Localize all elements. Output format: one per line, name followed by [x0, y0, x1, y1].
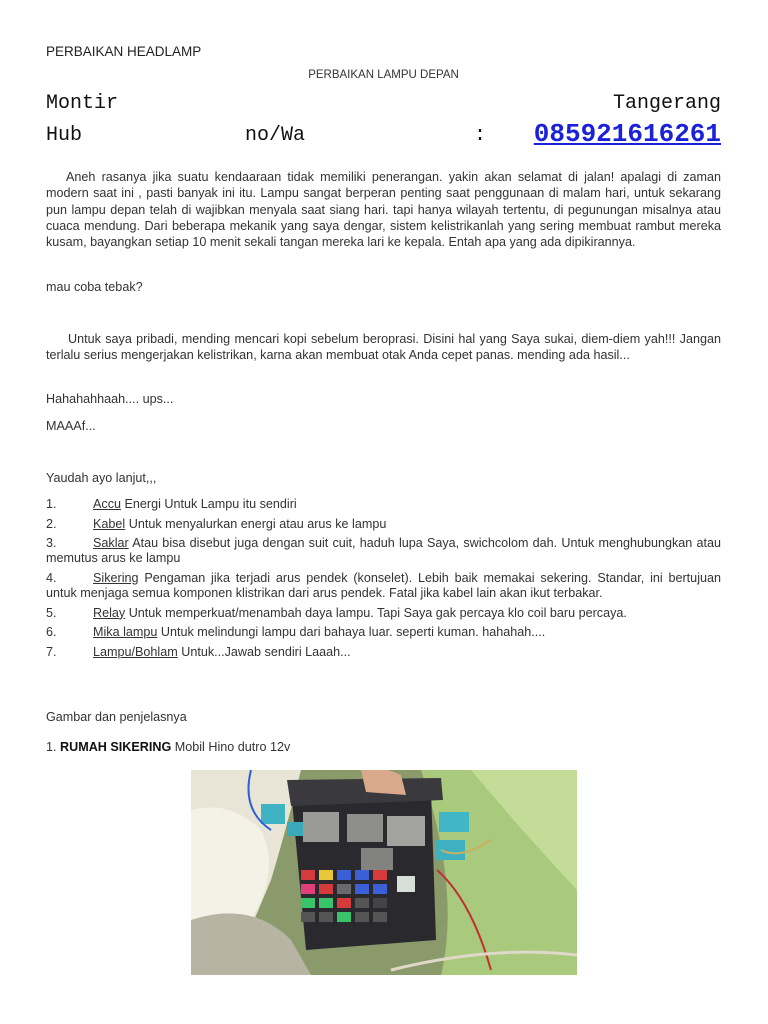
list-term: Saklar: [93, 536, 129, 551]
document-title: PERBAIKAN HEADLAMP: [46, 44, 202, 59]
colon-separator: :: [474, 124, 487, 147]
continue-line: Yaudah ayo lanjut,,,: [46, 471, 157, 485]
section-heading: Gambar dan penjelasnya: [46, 710, 187, 724]
list-item: 3. Saklar Atau bisa disebut juga dengan suit cuit, haduh lupa Saya, swichcolom dah. Untuk menghubungkan atau memutus arus ke lampu: [46, 536, 721, 566]
second-paragraph: Untuk saya pribadi, mending mencari kopi sebelum beroprasi. Disini hal yang Saya sukai, diem-diem yah!!! Jangan terlalu serius mengerjakan kelistrikan, karna akan membuat otak Anda cepet panas. mending ada hasil...: [46, 332, 721, 363]
list-item: 6. Mika lampu Untuk melindungi lampu dari bahaya luar. seperti kuman. hahahah....: [46, 625, 546, 640]
list-term: Lampu/Bohlam: [93, 644, 178, 659]
contact-line-1: [46, 92, 721, 115]
document-subtitle: PERBAIKAN LAMPU DEPAN: [308, 69, 459, 81]
list-item: 1. Accu Energi Untuk Lampu itu sendiri: [46, 497, 297, 511]
nowa-label: no/Wa: [245, 124, 306, 147]
montir-label: Montir: [46, 92, 119, 115]
figure-caption: 1. RUMAH SIKERING Mobil Hino dutro 12v: [46, 740, 291, 754]
apology-line: MAAAf...: [46, 419, 96, 433]
list-term: Sikering: [93, 570, 139, 585]
list-item: 4. Sikering Pengaman jika terjadi arus pendek (konselet). Lebih baik memakai sekering. Standar, ini bertujuan untuk menjaga semua komponen klistrikan dari arus pendek. Fatal jika kabel lain akan ikut terbakar.: [46, 570, 721, 601]
intro-paragraph: Aneh rasanya jika suatu kendaaraan tidak memiliki penerangan. yakin akan selamat di jalan! apalagi di zaman modern saat ini , pasti banyak ini itu. Lampu sangat berperan penting saat penggunaan di malam hari, untuk sekarang pun lampu depan telah di wajibkan menyala saat siang hari. tapi hanya wilayah tertentu, di pegunungan misalnya atau cuaca mendung. Dari beberapa mekanik yang saya dengar, sistem kelistrikanlah yang sering membuat rambut mereka kusam, bayangkan setiap 10 menit sekali tangan mereka lari ke kepala. Entah apa yang ada dipikirannya.: [46, 170, 721, 250]
laugh-line: Hahahahhaah.... ups...: [46, 392, 174, 406]
list-item: 2. Kabel Untuk menyalurkan energi atau arus ke lampu: [46, 516, 387, 531]
list-item: 5. Relay Untuk memperkuat/menambah daya lampu. Tapi Saya gak percaya klo coil baru percaya.: [46, 605, 627, 620]
phone-number-link[interactable]: 085921616261: [533, 119, 721, 149]
list-term: Kabel: [93, 516, 126, 531]
question-line: mau coba tebak?: [46, 280, 143, 294]
list-term: Mika lampu: [93, 625, 158, 640]
list-term: Accu: [93, 497, 121, 511]
component-list: [46, 497, 721, 665]
list-term: Relay: [93, 605, 126, 620]
hub-label: Hub: [46, 124, 83, 147]
location-label: Tangerang: [612, 92, 721, 115]
fuse-box-photo: [191, 770, 577, 975]
list-item: 7. Lampu/Bohlam Untuk...Jawab sendiri Laaah...: [46, 644, 351, 659]
figure-caption-bold: RUMAH SIKERING: [60, 740, 172, 754]
